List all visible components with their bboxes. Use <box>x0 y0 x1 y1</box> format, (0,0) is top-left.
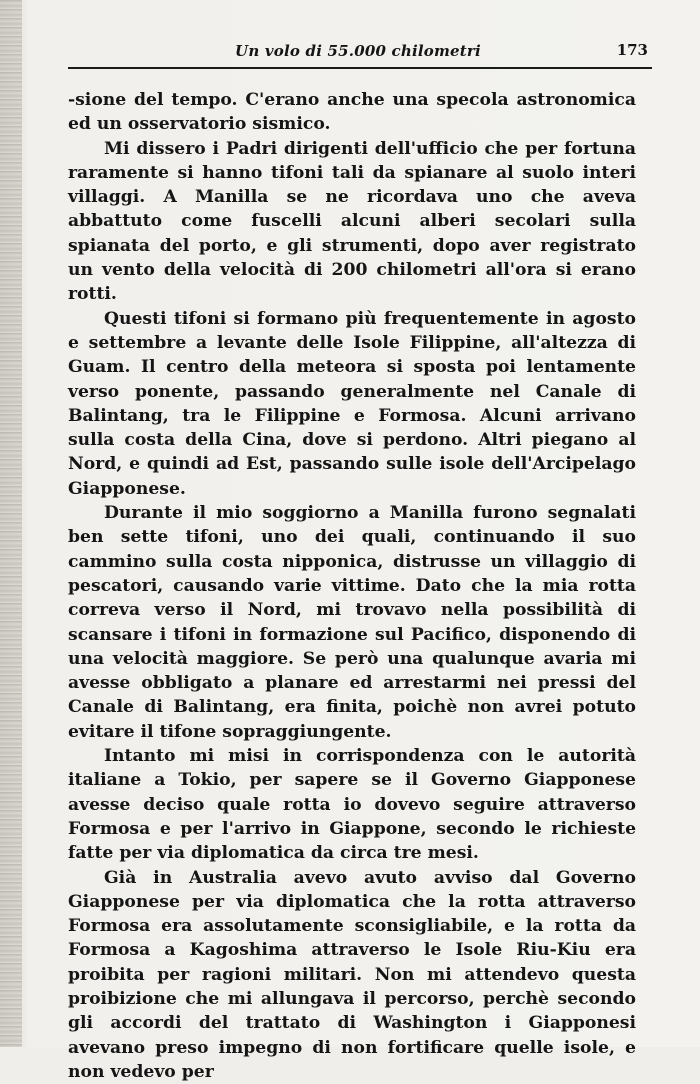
page-header <box>68 38 648 66</box>
paragraph: Già in Australia avevo avuto avviso dal Governo Giapponese per via diplomatica che la rotta attraverso Formosa era assolutamente sconsigliabile, e la rotta da Formosa a Kagoshima attraverso le Isole Riu-Kiu era proibita per ragioni militari. Non mi attendevo questa proibizione che mi allungava il percorso, perchè secondo gli accordi del trattato di Washington i Giapponesi avevano preso impegno di non fortificare quelle isole, e non vedevo per <box>68 866 636 1084</box>
paragraph: Mi dissero i Padri dirigenti dell'ufficio che per fortuna raramente si hanno tifoni tali da spianare al suolo interi villaggi. A Manilla se ne ricordava uno che aveva abbattuto come fuscelli alcuni alberi secolari sulla spianata del porto, e gli strumenti, dopo aver registrato un vento della velocità di 200 chilometri all'ora si erano rotti. <box>68 137 636 307</box>
header-rule <box>68 67 652 69</box>
running-title: Un volo di 55.000 chilometri <box>68 42 648 60</box>
paragraph: Questi tifoni si formano più frequentemente in agosto e settembre a levante delle Isole Filippine, all'altezza di Guam. Il centro della meteora si sposta poi lentamente verso ponente, passando generalmente nel Canale di Balintang, tra le Filippine e Formosa. Alcuni arrivano sulla costa della Cina, dove si perdono. Altri piegano al Nord, e quindi ad Est, passando sulle isole dell'Arcipelago Giapponese. <box>68 307 636 501</box>
paragraph-continued: -sione del tempo. C'erano anche una specola astronomica ed un osservatorio sismico. <box>68 88 636 137</box>
body-text <box>68 88 636 1084</box>
page-number: 173 <box>617 41 648 59</box>
paragraph: Durante il mio soggiorno a Manilla furono segnalati ben sette tifoni, uno dei quali, continuando il suo cammino sulla costa nipponica, distrusse un villaggio di pescatori, causando varie vittime. Dato che la mia rotta correva verso il Nord, mi trovavo nella possibilità di scansare i tifoni in formazione sul Pacifico, disponendo di una velocità maggiore. Se però una qualunque avaria mi avesse obbligato a planare ed arrestarmi nei pressi del Canale di Balintang, era finita, poichè non avrei potuto evitare il tifone sopraggiungente. <box>68 501 636 744</box>
paragraph: Intanto mi misi in corrispondenza con le autorità italiane a Tokio, per sapere se il Governo Giapponese avesse deciso quale rotta io dovevo seguire attraverso Formosa e per l'arrivo in Giappone, secondo le richieste fatte per via diplomatica da circa tre mesi. <box>68 744 636 865</box>
page-gutter-shadow <box>0 0 22 1047</box>
